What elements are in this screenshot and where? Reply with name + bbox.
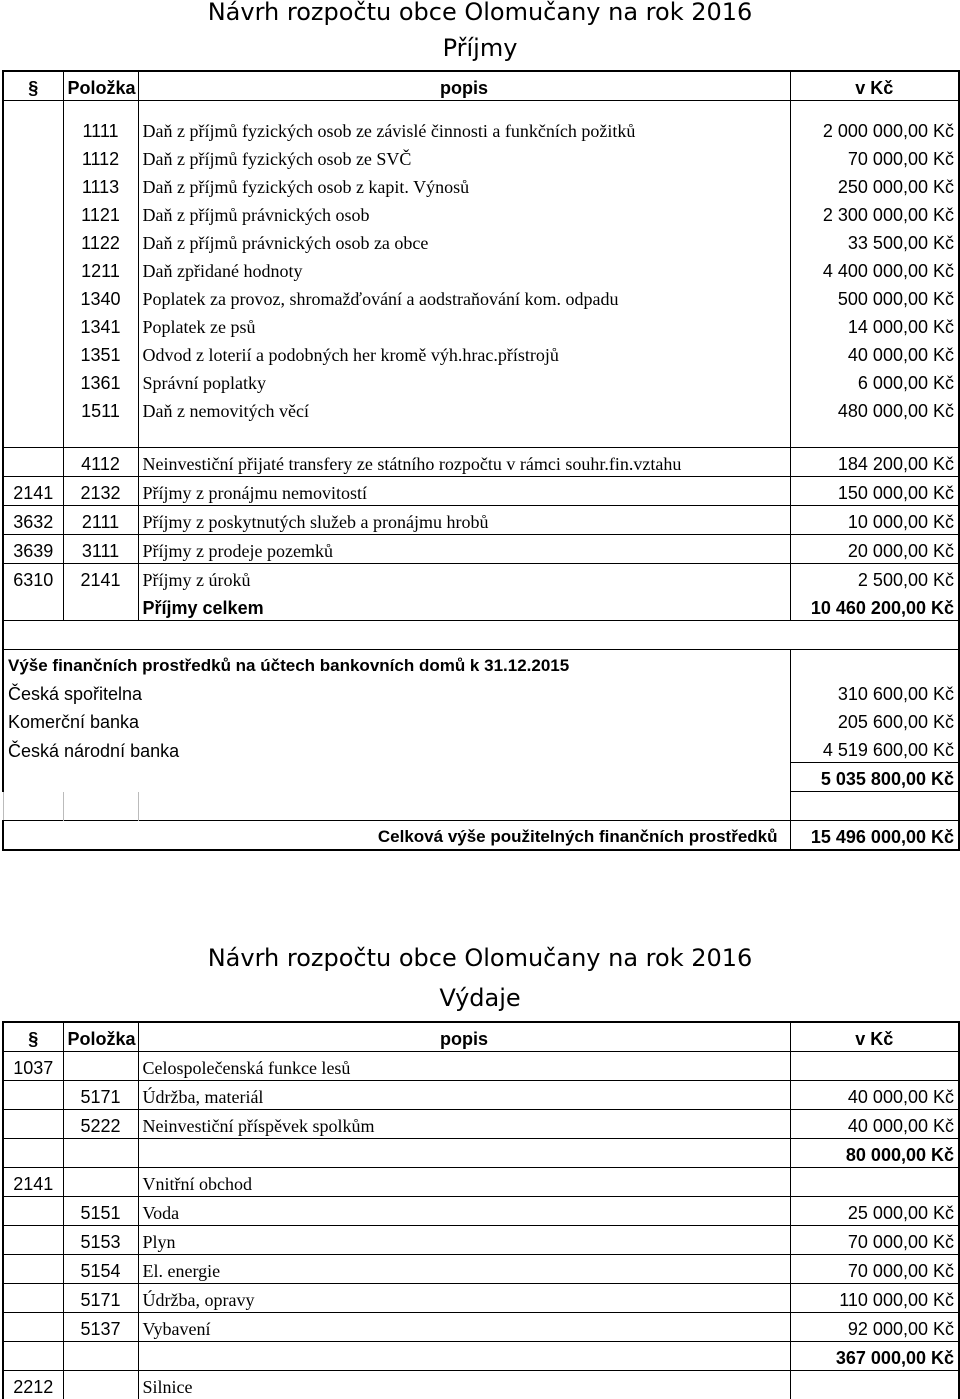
row-desc: Poplatek ze psů <box>138 311 790 339</box>
row-item <box>63 1371 138 1399</box>
row-para <box>3 227 63 255</box>
row-item <box>63 1168 138 1197</box>
row-amount: 6 000,00 Kč <box>790 367 959 395</box>
table-row <box>3 564 959 593</box>
table-row <box>3 1226 959 1255</box>
row-para <box>3 283 63 311</box>
table-row <box>3 1052 959 1081</box>
bank-subtotal: 5 035 800,00 Kč <box>790 763 959 792</box>
table-row <box>3 339 959 367</box>
row-para <box>3 1342 63 1371</box>
table-row <box>3 367 959 395</box>
bank-amount: 4 519 600,00 Kč <box>790 734 959 763</box>
income-table <box>2 70 960 851</box>
bank-row <box>3 734 959 763</box>
row-item: 3111 <box>63 535 138 564</box>
row-amount: 500 000,00 Kč <box>790 283 959 311</box>
expense-subtitle: Výdaje <box>0 980 960 1016</box>
row-item <box>63 1052 138 1081</box>
grand-total-label: Celková výše použitelných finančních prostředků <box>138 821 790 851</box>
row-para <box>3 1197 63 1226</box>
row-desc: Příjmy z úroků <box>138 564 790 593</box>
row-amount: 10 000,00 Kč <box>790 506 959 535</box>
row-item: 5137 <box>63 1313 138 1342</box>
row-item: 1511 <box>63 395 138 423</box>
bank-heading-row <box>3 650 959 679</box>
row-desc: Celospolečenská funkce lesů <box>138 1052 790 1081</box>
row-amount: 250 000,00 Kč <box>790 171 959 199</box>
row-desc: Údržba, opravy <box>138 1284 790 1313</box>
table-row <box>3 1168 959 1197</box>
row-amount: 14 000,00 Kč <box>790 311 959 339</box>
row-item: 2141 <box>63 564 138 593</box>
row-para <box>3 115 63 143</box>
table-row <box>3 1313 959 1342</box>
row-item: 5153 <box>63 1226 138 1255</box>
bank-name: Komerční banka <box>3 706 790 734</box>
row-para: 2141 <box>3 477 63 506</box>
row-para <box>3 311 63 339</box>
header-desc: popis <box>138 71 790 101</box>
row-amount: 92 000,00 Kč <box>790 1313 959 1342</box>
row-item: 5171 <box>63 1081 138 1110</box>
row-desc: Daň z příjmů fyzických osob z kapit. Výnosů <box>138 171 790 199</box>
row-desc: Daň z příjmů fyzických osob ze SVČ <box>138 143 790 171</box>
bank-row <box>3 706 959 734</box>
row-desc: Silnice <box>138 1371 790 1399</box>
row-item: 1121 <box>63 199 138 227</box>
row-amount: 33 500,00 Kč <box>790 227 959 255</box>
row-desc: Údržba, materiál <box>138 1081 790 1110</box>
table-row <box>3 395 959 423</box>
row-amount: 367 000,00 Kč <box>790 1342 959 1371</box>
row-para <box>3 1139 63 1168</box>
income-header-row <box>3 71 959 101</box>
table-row <box>3 448 959 477</box>
row-amount: 480 000,00 Kč <box>790 395 959 423</box>
row-para <box>3 199 63 227</box>
row-amount <box>790 1371 959 1399</box>
table-row <box>3 115 959 143</box>
income-total-row <box>3 592 959 621</box>
row-item: 5222 <box>63 1110 138 1139</box>
row-desc: Daň z příjmů právnických osob za obce <box>138 227 790 255</box>
header-para: § <box>3 71 63 101</box>
row-desc: Neinvestiční příspěvek spolkům <box>138 1110 790 1139</box>
row-para: 3632 <box>3 506 63 535</box>
row-desc: Odvod z loterií a podobných her kromě výh.hrac.přístrojů <box>138 339 790 367</box>
row-amount <box>790 1168 959 1197</box>
exp-header-para: § <box>3 1022 63 1052</box>
row-amount: 20 000,00 Kč <box>790 535 959 564</box>
table-row <box>3 1255 959 1284</box>
row-para <box>3 1110 63 1139</box>
row-desc: Vnitřní obchod <box>138 1168 790 1197</box>
grand-total-row <box>3 821 959 851</box>
row-item: 1341 <box>63 311 138 339</box>
bank-heading: Výše finančních prostředků na účtech bankovních domů k 31.12.2015 <box>3 650 790 679</box>
row-item: 1113 <box>63 171 138 199</box>
table-row <box>3 283 959 311</box>
row-desc: Příjmy z poskytnutých služeb a pronájmu hrobů <box>138 506 790 535</box>
row-amount: 2 300 000,00 Kč <box>790 199 959 227</box>
bank-amount: 310 600,00 Kč <box>790 678 959 706</box>
row-desc: Daň z příjmů právnických osob <box>138 199 790 227</box>
exp-header-amount: v Kč <box>790 1022 959 1052</box>
row-desc: Vybavení <box>138 1313 790 1342</box>
income-total-label: Příjmy celkem <box>138 592 790 621</box>
row-desc: El. energie <box>138 1255 790 1284</box>
bank-name: Česká spořitelna <box>3 678 790 706</box>
row-amount: 40 000,00 Kč <box>790 1081 959 1110</box>
header-item: Položka <box>63 71 138 101</box>
row-amount: 40 000,00 Kč <box>790 1110 959 1139</box>
table-row <box>3 255 959 283</box>
table-row <box>3 1139 959 1168</box>
table-row <box>3 311 959 339</box>
expense-header-row <box>3 1022 959 1052</box>
table-row <box>3 1342 959 1371</box>
income-subtitle: Příjmy <box>0 30 960 66</box>
row-desc <box>138 1139 790 1168</box>
row-para <box>3 1313 63 1342</box>
row-para <box>3 255 63 283</box>
table-row <box>3 171 959 199</box>
row-item: 1361 <box>63 367 138 395</box>
row-desc: Poplatek za provoz, shromažďování a aodstraňování kom. odpadu <box>138 283 790 311</box>
row-amount: 184 200,00 Kč <box>790 448 959 477</box>
row-para <box>3 1081 63 1110</box>
table-row <box>3 1110 959 1139</box>
row-item: 5171 <box>63 1284 138 1313</box>
bank-subtotal-row <box>3 763 959 792</box>
row-para: 3639 <box>3 535 63 564</box>
row-para <box>3 171 63 199</box>
row-desc: Příjmy z prodeje pozemků <box>138 535 790 564</box>
row-item: 5151 <box>63 1197 138 1226</box>
row-amount: 110 000,00 Kč <box>790 1284 959 1313</box>
row-item: 1211 <box>63 255 138 283</box>
row-amount: 25 000,00 Kč <box>790 1197 959 1226</box>
row-amount: 70 000,00 Kč <box>790 143 959 171</box>
row-amount: 2 000 000,00 Kč <box>790 115 959 143</box>
row-item: 5154 <box>63 1255 138 1284</box>
row-desc: Daň z nemovitých věcí <box>138 395 790 423</box>
table-row <box>3 143 959 171</box>
row-para <box>3 143 63 171</box>
row-para: 2212 <box>3 1371 63 1399</box>
row-desc: Voda <box>138 1197 790 1226</box>
row-para <box>3 339 63 367</box>
row-desc: Neinvestiční přijaté transfery ze státního rozpočtu v rámci souhr.fin.vztahu <box>138 448 790 477</box>
row-item: 1351 <box>63 339 138 367</box>
row-desc <box>138 1342 790 1371</box>
table-row <box>3 506 959 535</box>
row-item: 1111 <box>63 115 138 143</box>
row-amount: 2 500,00 Kč <box>790 564 959 593</box>
table-row <box>3 227 959 255</box>
income-total-amount: 10 460 200,00 Kč <box>790 592 959 621</box>
row-amount: 70 000,00 Kč <box>790 1226 959 1255</box>
table-row <box>3 477 959 506</box>
table-row <box>3 1197 959 1226</box>
row-amount <box>790 1052 959 1081</box>
row-item <box>63 1342 138 1371</box>
exp-header-item: Položka <box>63 1022 138 1052</box>
table-row <box>3 1081 959 1110</box>
row-desc: Daň zpřidané hodnoty <box>138 255 790 283</box>
row-desc: Plyn <box>138 1226 790 1255</box>
row-desc: Daň z příjmů fyzických osob ze závislé činnosti a funkčních požitků <box>138 115 790 143</box>
grand-total-amount: 15 496 000,00 Kč <box>790 821 959 851</box>
bank-amount: 205 600,00 Kč <box>790 706 959 734</box>
table-row <box>3 1371 959 1399</box>
bank-name: Česká národní banka <box>3 734 790 763</box>
row-item: 1112 <box>63 143 138 171</box>
row-item <box>63 1139 138 1168</box>
row-para: 6310 <box>3 564 63 593</box>
row-desc: Správní poplatky <box>138 367 790 395</box>
row-para: 1037 <box>3 1052 63 1081</box>
row-item: 1122 <box>63 227 138 255</box>
table-row <box>3 535 959 564</box>
row-para <box>3 1255 63 1284</box>
row-amount: 150 000,00 Kč <box>790 477 959 506</box>
row-desc: Příjmy z pronájmu nemovitostí <box>138 477 790 506</box>
row-para <box>3 1226 63 1255</box>
row-amount: 40 000,00 Kč <box>790 339 959 367</box>
table-row <box>3 199 959 227</box>
row-item: 2111 <box>63 506 138 535</box>
row-para <box>3 367 63 395</box>
row-para <box>3 395 63 423</box>
table-row <box>3 1284 959 1313</box>
income-title: Návrh rozpočtu obce Olomučany na rok 2016 <box>0 0 960 30</box>
header-amount: v Kč <box>790 71 959 101</box>
row-item: 1340 <box>63 283 138 311</box>
row-para: 2141 <box>3 1168 63 1197</box>
row-amount: 80 000,00 Kč <box>790 1139 959 1168</box>
exp-header-desc: popis <box>138 1022 790 1052</box>
bank-row <box>3 678 959 706</box>
row-amount: 4 400 000,00 Kč <box>790 255 959 283</box>
expense-table <box>2 1021 960 1399</box>
row-item: 4112 <box>63 448 138 477</box>
row-para <box>3 1284 63 1313</box>
row-item: 2132 <box>63 477 138 506</box>
expense-title: Návrh rozpočtu obce Olomučany na rok 2016 <box>0 940 960 976</box>
row-amount: 70 000,00 Kč <box>790 1255 959 1284</box>
row-para <box>3 448 63 477</box>
